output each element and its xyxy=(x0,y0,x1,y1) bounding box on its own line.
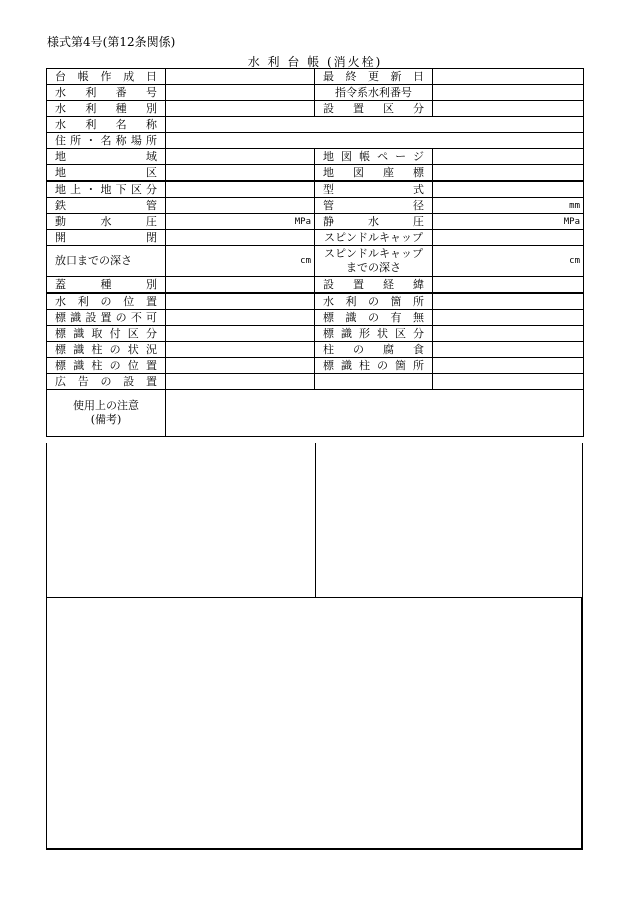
label-water-name: 水利名称 xyxy=(47,117,166,133)
value-region[interactable] xyxy=(166,149,315,165)
label-sign-post-position: 標識柱の位置 xyxy=(47,358,166,374)
empty-label-cell xyxy=(315,374,433,390)
value-outlet-depth[interactable]: cm xyxy=(166,246,315,277)
table-row xyxy=(47,390,584,437)
label-ground-type: 地上・地下区分 xyxy=(47,181,166,198)
value-sign-post-position[interactable] xyxy=(166,358,315,374)
value-static-pressure[interactable]: MPa xyxy=(433,214,584,230)
label-post-corrosion: 柱の腐食 xyxy=(315,342,433,358)
value-sign-post-condition[interactable] xyxy=(166,342,315,358)
label-water-number: 水利番号 xyxy=(47,85,166,101)
table-row xyxy=(47,246,584,277)
value-model[interactable] xyxy=(433,181,584,198)
label-dynamic-pressure: 動水圧 xyxy=(47,214,166,230)
value-install-history[interactable] xyxy=(433,277,584,294)
ledger-table xyxy=(46,68,584,437)
value-map-coordinates[interactable] xyxy=(433,165,584,182)
label-sign-mount-type: 標識取付区分 xyxy=(47,326,166,342)
label-spindle-cap: スピンドルキャップ xyxy=(315,230,433,246)
table-row xyxy=(47,117,584,133)
label-water-type: 水利種別 xyxy=(47,101,166,117)
value-created-date[interactable] xyxy=(166,69,315,85)
value-dispatch-number[interactable] xyxy=(433,85,584,101)
value-spindle-cap-depth[interactable]: cm xyxy=(433,246,584,277)
label-map-page: 地図帳ページ xyxy=(315,149,433,165)
value-sign-mount-type[interactable] xyxy=(166,326,315,342)
label-pipe-diameter: 管径 xyxy=(315,198,433,214)
table-row xyxy=(47,277,584,294)
value-ground-type[interactable] xyxy=(166,181,315,198)
table-row xyxy=(47,342,584,358)
table-row xyxy=(47,310,584,326)
label-usage-notes-line2: (備考) xyxy=(90,413,122,426)
table-row xyxy=(47,358,584,374)
label-sign-presence: 標識の有無 xyxy=(315,310,433,326)
label-spindle-cap-depth-line2: までの深さ xyxy=(346,261,401,274)
value-sign-presence[interactable] xyxy=(433,310,584,326)
value-install-category[interactable] xyxy=(433,101,584,117)
table-row xyxy=(47,198,584,214)
label-sign-post-condition: 標識柱の状況 xyxy=(47,342,166,358)
label-usage-notes-line1: 使用上の注意 xyxy=(73,399,139,412)
label-water-position: 水利の位置 xyxy=(47,293,166,310)
label-sign-shape: 標識形状区分 xyxy=(315,326,433,342)
table-row xyxy=(47,69,584,85)
label-created-date: 台帳作成日 xyxy=(47,69,166,85)
value-water-position[interactable] xyxy=(166,293,315,310)
label-map-coordinates: 地図座標 xyxy=(315,165,433,182)
label-region: 地域 xyxy=(47,149,166,165)
value-usage-notes[interactable] xyxy=(166,390,584,437)
value-sign-post-spot[interactable] xyxy=(433,358,584,374)
table-row xyxy=(47,293,584,310)
form-number: 様式第4号(第12条関係) xyxy=(47,35,176,49)
value-spindle-cap[interactable] xyxy=(433,230,584,246)
value-pipe-diameter[interactable]: mm xyxy=(433,198,584,214)
value-iron-pipe[interactable] xyxy=(166,198,315,214)
label-static-pressure: 静水圧 xyxy=(315,214,433,230)
photo-area xyxy=(46,443,583,598)
value-lid-type[interactable] xyxy=(166,277,315,294)
label-usage-notes xyxy=(47,390,166,437)
label-last-updated: 最終更新日 xyxy=(315,69,433,85)
table-row xyxy=(47,374,584,390)
empty-value-cell xyxy=(433,374,584,390)
map-area xyxy=(46,597,583,850)
photo-divider xyxy=(315,443,316,597)
value-sign-shape[interactable] xyxy=(433,326,584,342)
label-sign-install-allowed: 標識設置の不可 xyxy=(47,310,166,326)
value-last-updated[interactable] xyxy=(433,69,584,85)
label-address: 住所・名称場所 xyxy=(47,133,166,149)
value-water-name[interactable] xyxy=(166,117,584,133)
label-outlet-depth: 放口までの深さ xyxy=(47,246,166,277)
label-lid-type: 蓋種別 xyxy=(47,277,166,294)
table-row xyxy=(47,230,584,246)
value-water-number[interactable] xyxy=(166,85,315,101)
table-row xyxy=(47,165,584,182)
value-water-type[interactable] xyxy=(166,101,315,117)
label-spindle-cap-depth-line1: スピンドルキャップ xyxy=(324,247,423,260)
value-address[interactable] xyxy=(166,133,584,149)
label-water-spot: 水利の箇所 xyxy=(315,293,433,310)
value-dynamic-pressure[interactable]: MPa xyxy=(166,214,315,230)
table-row xyxy=(47,85,584,101)
value-advertisement[interactable] xyxy=(166,374,315,390)
value-sign-install-allowed[interactable] xyxy=(166,310,315,326)
label-sign-post-spot: 標識柱の箇所 xyxy=(315,358,433,374)
table-row xyxy=(47,149,584,165)
value-open-close[interactable] xyxy=(166,230,315,246)
value-water-spot[interactable] xyxy=(433,293,584,310)
label-spindle-cap-depth xyxy=(315,246,433,277)
label-model: 型式 xyxy=(315,181,433,198)
table-row xyxy=(47,214,584,230)
table-row xyxy=(47,101,584,117)
value-district[interactable] xyxy=(166,165,315,182)
label-dispatch-number: 指令系水利番号 xyxy=(315,85,433,101)
value-post-corrosion[interactable] xyxy=(433,342,584,358)
table-row xyxy=(47,133,584,149)
table-row xyxy=(47,326,584,342)
table-row xyxy=(47,181,584,198)
page-title: 水 利 台 帳 (消火栓) xyxy=(247,55,383,69)
value-map-page[interactable] xyxy=(433,149,584,165)
label-open-close: 開閉 xyxy=(47,230,166,246)
label-iron-pipe: 鉄管 xyxy=(47,198,166,214)
label-advertisement: 広告の設置 xyxy=(47,374,166,390)
label-install-history: 設置経緯 xyxy=(315,277,433,294)
label-district: 地区 xyxy=(47,165,166,182)
label-install-category: 設置区分 xyxy=(315,101,433,117)
